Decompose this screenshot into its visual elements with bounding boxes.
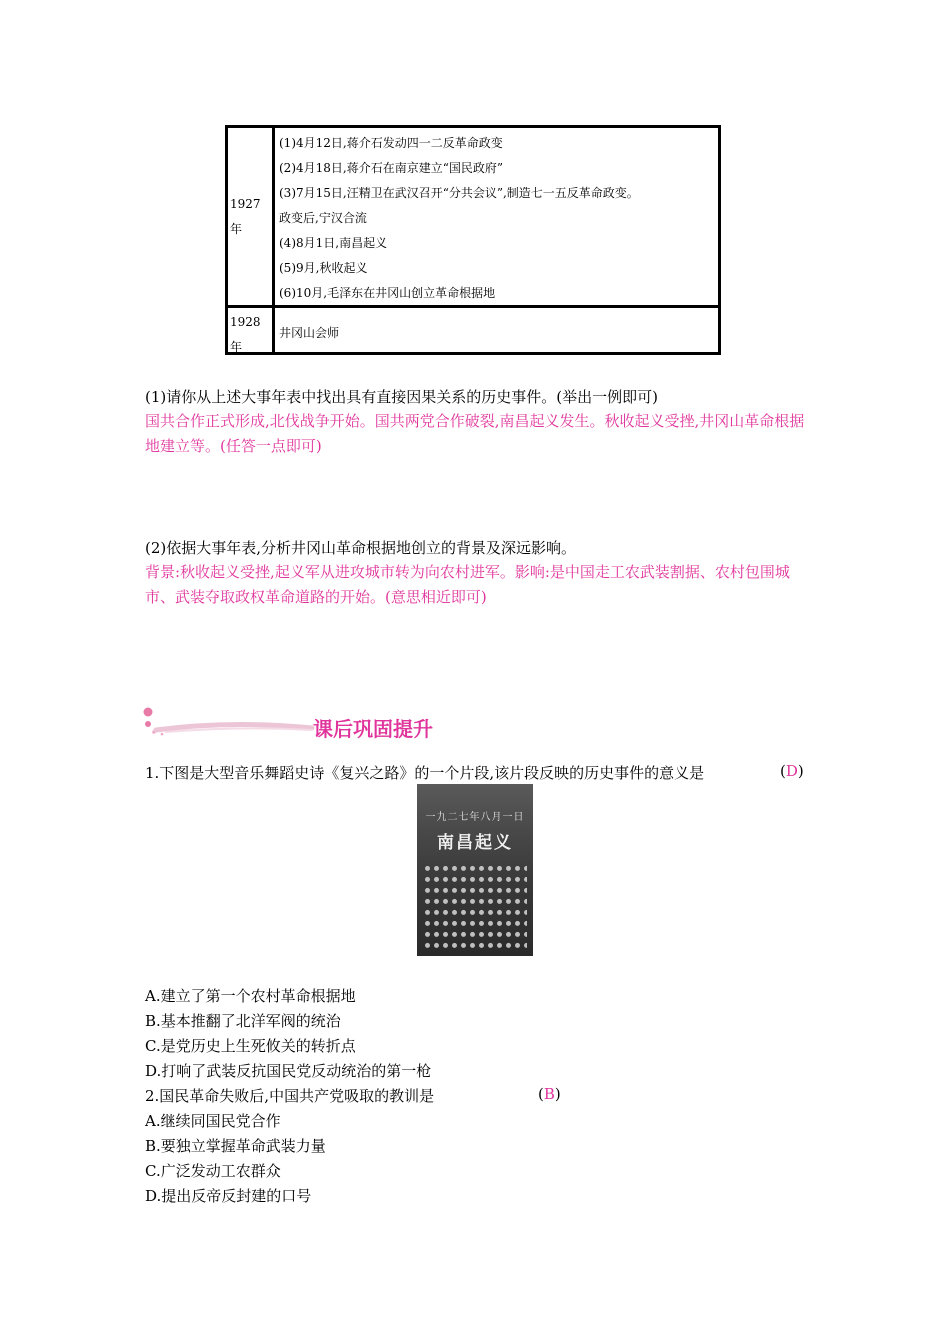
timeline-table [225, 125, 721, 355]
mc2-option-a: A.继续同国民党合作 [145, 1112, 281, 1130]
event-item: (6)10月,毛泽东在井冈山创立革命根据地 [279, 286, 496, 300]
timeline-row-1928 [228, 308, 718, 352]
mc1-option-b: B.基本推翻了北洋军阀的统治 [145, 1012, 341, 1030]
mc2-answer: B [543, 1085, 555, 1103]
year-cell [228, 128, 275, 305]
mc1-option-c: C.是党历史上生死攸关的转折点 [145, 1037, 356, 1055]
event-item: (4)8月1日,南昌起义 [279, 236, 388, 250]
mc1-option-a: A.建立了第一个农村革命根据地 [145, 987, 356, 1005]
answer-2: 背景:秋收起义受挫,起义军从进攻城市转为向农村进军。影响:是中国走工农武装割据、农村包围城市、武装夺取政权革命道路的开始。(意思相近即可) [145, 563, 790, 606]
year-cell [228, 308, 275, 352]
events-cell [275, 308, 718, 352]
events-cell [275, 128, 718, 305]
mc1-answer-bracket: (D) [780, 762, 804, 780]
event-item: (1)4月12日,蒋介石发动四一二反革命政变 [279, 136, 503, 150]
event-item: (3)7月15日,汪精卫在武汉召开“分共会议”,制造七一五反革命政变。 [279, 186, 639, 200]
year-label: 1928年 [230, 315, 261, 354]
performers-crowd-icon [423, 864, 527, 948]
mc1-option-d: D.打响了武装反抗国民党反动统治的第一枪 [145, 1062, 432, 1080]
event-item: (5)9月,秋收起义 [279, 261, 368, 275]
mc1-answer: D [785, 762, 798, 780]
decorative-dots-icon [140, 704, 315, 744]
question-1: (1)请你从上述大事年表中找出具有直接因果关系的历史事件。(举出一例即可) [145, 388, 658, 406]
mc2-answer-bracket: (B) [538, 1085, 561, 1103]
mc2-option-c: C.广泛发动工农群众 [145, 1162, 281, 1180]
timeline-row-1927 [228, 128, 718, 308]
mc1-stem: 1.下图是大型音乐舞蹈史诗《复兴之路》的一个片段,该片段反映的历史事件的意义是 [145, 764, 705, 782]
event-item: 政变后,宁汉合流 [279, 211, 367, 225]
nanchang-uprising-photo [417, 784, 533, 956]
section-title: 课后巩固提升 [313, 717, 433, 741]
photo-title: 南昌起义 [437, 833, 513, 853]
mc2-option-b: B.要独立掌握革命武装力量 [145, 1137, 326, 1155]
section-ornament [140, 704, 315, 744]
mc2-stem: 2.国民革命失败后,中国共产党吸取的教训是 [145, 1087, 435, 1105]
event-item: (2)4月18日,蒋介石在南京建立“国民政府” [279, 161, 503, 175]
event-item: 井冈山会师 [279, 326, 340, 340]
year-label: 1927年 [230, 197, 261, 236]
photo-date: 一九二七年八月一日 [425, 812, 525, 823]
answer-1: 国共合作正式形成,北伐战争开始。国共两党合作破裂,南昌起义发生。秋收起义受挫,井冈山革命根据地建立等。(任答一点即可) [145, 412, 805, 455]
question-2: (2)依据大事年表,分析井冈山革命根据地创立的背景及深远影响。 [145, 539, 577, 557]
mc2-option-d: D.提出反帝反封建的口号 [145, 1187, 312, 1205]
